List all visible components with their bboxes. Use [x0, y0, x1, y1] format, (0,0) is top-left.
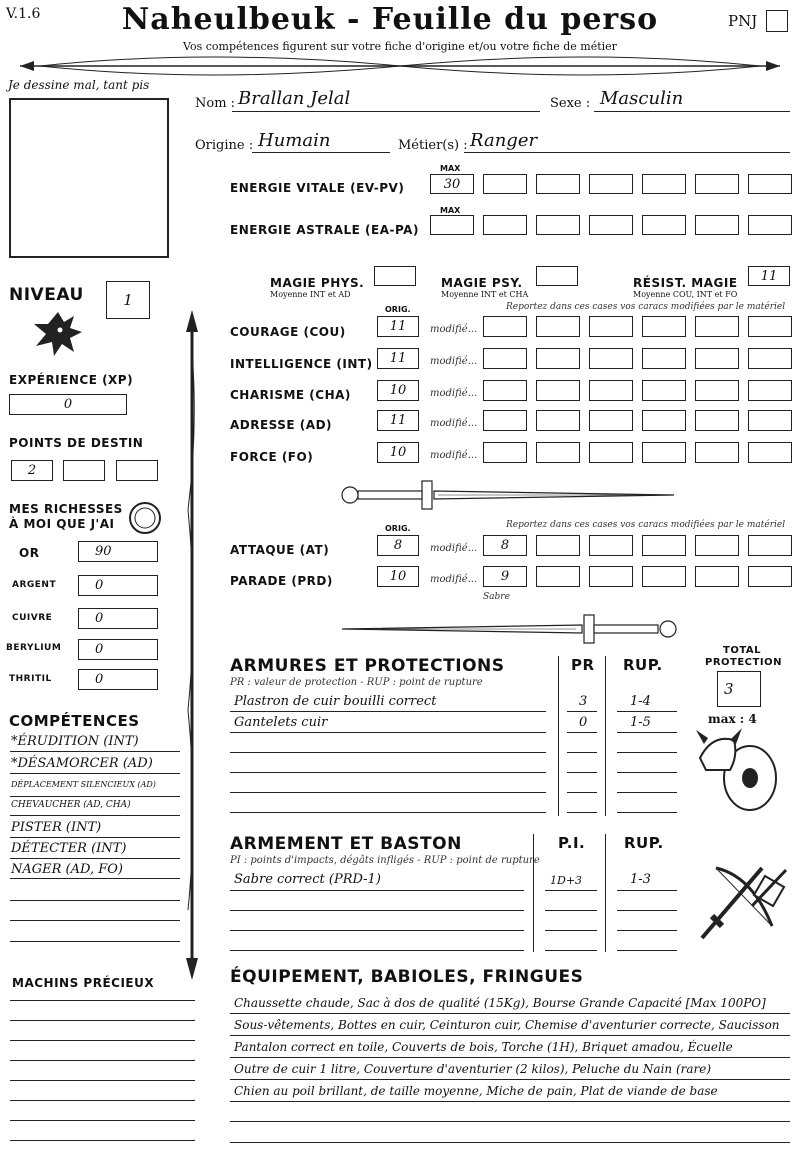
skills-title: COMPÉTENCES [9, 712, 140, 730]
resist-magie-note: Moyenne COU, INT et FO [633, 290, 738, 299]
portrait-caption: Je dessine mal, tant pis [8, 78, 150, 92]
xp-box[interactable] [9, 394, 127, 415]
ea-max-label: MAX [440, 206, 461, 215]
combat-modified-box[interactable] [642, 535, 686, 556]
armor-line [617, 812, 677, 813]
armor-line [617, 732, 677, 733]
weapons-note: PI : points d'impacts, dégâts infligés - RUP : point de rupture [230, 855, 540, 866]
combat-modified-box[interactable] [695, 535, 739, 556]
combat-modified-box[interactable] [642, 566, 686, 587]
attaque-modif-label: modifié... [430, 543, 478, 554]
cuivre-value: 0 [95, 611, 104, 626]
ev-box[interactable] [642, 174, 686, 194]
destin-value [117, 461, 157, 480]
stat-modified-box[interactable] [536, 380, 580, 401]
sexe-label: Sexe : [550, 96, 591, 111]
armor-line [230, 792, 546, 793]
crossed-weapons-icon [692, 856, 792, 946]
treasure-line [10, 1140, 195, 1141]
cuivre-label: CUIVRE [12, 613, 53, 623]
combat-modified-box[interactable] [536, 535, 580, 556]
skill-line [10, 773, 180, 774]
treasure-line [10, 1000, 195, 1001]
weapons-col-pi: P.I. [558, 834, 586, 852]
stat-modified-box[interactable] [589, 348, 633, 369]
force-orig-value: 10 [389, 445, 407, 460]
magie-phys-box[interactable] [374, 266, 416, 286]
weapon-line [230, 950, 524, 951]
ev-label: ENERGIE VITALE (EV-PV) [230, 181, 405, 195]
attaque-orig-box[interactable] [377, 535, 419, 556]
helmet-shield-icon [692, 726, 782, 816]
skill-line [10, 837, 180, 838]
charisme-modif-label: modifié... [430, 388, 478, 399]
weapon-row-rup[interactable]: 1-3 [630, 872, 651, 887]
armor-title: ARMURES ET PROTECTIONS [230, 656, 505, 676]
thritil-value: 0 [95, 672, 104, 687]
armor-line [567, 732, 597, 733]
ea-label: ENERGIE ASTRALE (EA-PA) [230, 223, 419, 237]
combat-orig-label: ORIG. [385, 524, 411, 533]
charisme-label: CHARISME (CHA) [230, 388, 351, 402]
metier-label: Métier(s) : [398, 138, 468, 153]
ea-box[interactable] [695, 215, 739, 235]
treasure-line [10, 1100, 195, 1101]
force-modif-label: modifié... [430, 450, 478, 461]
equipment-item[interactable]: Outre de cuir 1 litre, Couverture d'aventurier (2 kilos), Peluche du Nain (rare) [234, 1062, 712, 1076]
stat-modified-box[interactable] [536, 410, 580, 431]
or-box[interactable] [78, 541, 158, 562]
skill-item[interactable]: CHEVAUCHER (AD, CHA) [11, 800, 131, 810]
xp-value: 0 [63, 397, 73, 412]
weapon-row-pi[interactable]: 1D+3 [550, 874, 583, 887]
weapons-col-divider [533, 834, 534, 952]
weapon-line [545, 950, 597, 951]
resist-magie-box[interactable] [748, 266, 790, 286]
armor-line [230, 711, 546, 712]
stat-modified-box[interactable] [695, 316, 739, 337]
stat-modified-box[interactable] [536, 348, 580, 369]
equipment-title: ÉQUIPEMENT, BABIOLES, FRINGUES [230, 967, 584, 987]
armor-col-rup: RUP. [623, 656, 663, 674]
parade-orig-box[interactable] [377, 566, 419, 587]
pnj-label: PNJ [728, 12, 758, 30]
weapon-line [545, 910, 597, 911]
weapon-line [230, 930, 524, 931]
thritil-box[interactable] [78, 669, 158, 690]
stat-modified-box[interactable] [589, 442, 633, 463]
stats-note: Reportez dans ces cases vos caracs modifiées par le matériel [506, 302, 786, 312]
adresse-orig-value: 11 [389, 413, 407, 428]
charisme-orig-value: 10 [389, 383, 407, 398]
equipment-line [230, 1101, 790, 1102]
courage-orig-value: 11 [389, 319, 407, 334]
weapon-line [617, 930, 677, 931]
stat-modified-box[interactable] [483, 410, 527, 431]
ea-box[interactable] [483, 215, 527, 235]
combat-modified-box[interactable] [748, 566, 792, 587]
version-label: V.1.6 [6, 6, 41, 22]
weapon-line [617, 950, 677, 951]
stat-modified-box[interactable] [589, 380, 633, 401]
armor-line [230, 772, 546, 773]
pnj-checkbox[interactable] [766, 10, 788, 32]
combat-modified-box[interactable] [748, 535, 792, 556]
armor-line [567, 711, 597, 712]
stat-modified-box[interactable] [695, 410, 739, 431]
total-protection-value: 3 [724, 680, 734, 698]
sword-icon [336, 612, 681, 646]
ea-box[interactable] [589, 215, 633, 235]
parade-mod-value: 9 [500, 569, 510, 584]
armor-line [567, 752, 597, 753]
skill-item[interactable]: DÉPLACEMENT SILENCIEUX (AD) [11, 780, 156, 789]
armor-col-divider [605, 656, 606, 816]
treasure-line [10, 1040, 195, 1041]
courage-modif-label: modifié... [430, 324, 478, 335]
berylium-box[interactable] [78, 639, 158, 660]
armor-line [567, 772, 597, 773]
destin-box[interactable] [63, 460, 105, 481]
ea-box[interactable] [536, 215, 580, 235]
skill-item[interactable]: NAGER (AD, FO) [11, 862, 123, 877]
equipment-item[interactable]: Chien au poil brillant, de taille moyenne, Miche de pain, Plat de viande de base [234, 1084, 718, 1098]
equipment-line [230, 1121, 790, 1122]
resist-magie-value: 11 [760, 268, 778, 284]
ea-box[interactable] [642, 215, 686, 235]
stat-modified-box[interactable] [642, 442, 686, 463]
stat-modified-box[interactable] [536, 316, 580, 337]
origine-underline [252, 152, 390, 153]
skill-item[interactable]: *ÉRUDITION (INT) [11, 734, 139, 749]
nom-value[interactable]: Brallan Jelal [238, 88, 351, 109]
combat-modified-box[interactable] [695, 566, 739, 587]
armor-line [230, 812, 546, 813]
destin-box[interactable] [11, 460, 53, 481]
weapons-col-divider [605, 834, 606, 952]
skill-line [10, 920, 180, 921]
intelligence-label: INTELLIGENCE (INT) [230, 357, 373, 371]
magie-psy-value [537, 267, 577, 285]
stat-modified-box[interactable] [695, 380, 739, 401]
metier-underline [464, 152, 790, 153]
berylium-value: 0 [95, 642, 104, 657]
equipment-line [230, 1035, 790, 1036]
equipment-line [230, 1057, 790, 1058]
stat-modified-box[interactable] [748, 380, 792, 401]
stats-orig-label: ORIG. [385, 305, 411, 314]
total-protection-label: PROTECTION [705, 657, 782, 668]
ev-box[interactable] [536, 174, 580, 194]
equipment-item[interactable]: Pantalon correct en toile, Couverts de bois, Torche (1H), Briquet amadou, Écuelle [234, 1040, 733, 1054]
niveau-label: NIVEAU [9, 285, 84, 305]
stat-modified-box[interactable] [483, 348, 527, 369]
armor-line [617, 772, 677, 773]
destin-box[interactable] [116, 460, 158, 481]
stat-modified-box[interactable] [748, 410, 792, 431]
attaque-mod-box[interactable] [483, 535, 527, 556]
armor-row-rup[interactable]: 1-4 [630, 694, 651, 709]
parade-mod-note: Sabre [483, 592, 510, 602]
xp-label: EXPÉRIENCE (XP) [9, 373, 134, 387]
armor-col-divider [558, 656, 559, 816]
armor-line [617, 711, 677, 712]
equipment-item[interactable]: Chaussette chaude, Sac à dos de qualité (15Kg), Bourse Grande Capacité [Max 100PO] [234, 996, 766, 1010]
equipment-line [230, 1079, 790, 1080]
ev-max-value: 30 [443, 176, 461, 192]
destin-value [64, 461, 104, 480]
armor-row-pr[interactable]: 0 [579, 715, 588, 730]
max-protection: max : 4 [708, 712, 757, 726]
skill-line [10, 796, 180, 797]
ea-max-value [431, 216, 473, 234]
stat-modified-box[interactable] [536, 442, 580, 463]
adresse-modif-label: modifié... [430, 418, 478, 429]
stat-modified-box[interactable] [695, 348, 739, 369]
attaque-label: ATTAQUE (AT) [230, 543, 330, 557]
parade-label: PARADE (PRD) [230, 574, 333, 588]
courage-orig-box[interactable] [377, 316, 419, 337]
richesses-label: À MOI QUE J'AI [9, 517, 115, 531]
dragon-icon [30, 306, 86, 360]
sexe-value[interactable]: Masculin [600, 88, 684, 109]
stat-modified-box[interactable] [642, 410, 686, 431]
weapon-line [545, 890, 597, 891]
niveau-value: 1 [123, 291, 133, 309]
stat-modified-box[interactable] [695, 442, 739, 463]
thritil-label: THRITIL [9, 674, 52, 684]
or-label: OR [19, 546, 40, 560]
magie-psy-box[interactable] [536, 266, 578, 286]
armor-row-name[interactable]: Plastron de cuir bouilli correct [234, 694, 437, 709]
stat-modified-box[interactable] [748, 442, 792, 463]
armor-line [617, 792, 677, 793]
ev-max-box[interactable] [430, 174, 474, 194]
combat-modified-box[interactable] [589, 535, 633, 556]
adresse-orig-box[interactable] [377, 410, 419, 431]
skill-line [10, 815, 180, 816]
charisme-orig-box[interactable] [377, 380, 419, 401]
magie-psy-label: MAGIE PSY. [441, 276, 523, 290]
armor-line [230, 732, 546, 733]
ev-box[interactable] [589, 174, 633, 194]
magie-psy-note: Moyenne INT et CHA [441, 290, 529, 299]
destin-value: 2 [27, 463, 37, 478]
parade-mod-box[interactable] [483, 566, 527, 587]
treasure-line [10, 1120, 195, 1121]
resist-magie-label: RÉSIST. MAGIE [633, 276, 738, 290]
sheet-subtitle: Vos compétences figurent sur votre fiche d'origine et/ou votre fiche de métier [183, 40, 617, 53]
coin-icon [127, 500, 163, 536]
armor-note: PR : valeur de protection - RUP : point de rupture [230, 677, 483, 688]
weapon-line [617, 890, 677, 891]
nom-label: Nom : [195, 96, 236, 111]
origine-label: Origine : [195, 138, 254, 153]
nom-underline [232, 111, 540, 112]
treasure-line [10, 1020, 195, 1021]
niveau-box[interactable] [106, 281, 150, 319]
or-value: 90 [95, 544, 112, 559]
force-orig-box[interactable] [377, 442, 419, 463]
intelligence-orig-value: 11 [389, 351, 407, 366]
stat-modified-box[interactable] [642, 380, 686, 401]
richesses-label: MES RICHESSES [9, 502, 123, 516]
armor-col-pr: PR [571, 656, 595, 674]
origine-value[interactable]: Humain [258, 130, 331, 151]
force-label: FORCE (FO) [230, 450, 314, 464]
armor-row-pr[interactable]: 3 [579, 694, 588, 709]
intelligence-modif-label: modifié... [430, 356, 478, 367]
stat-modified-box[interactable] [642, 348, 686, 369]
courage-label: COURAGE (COU) [230, 325, 346, 339]
skill-item[interactable]: DÉTECTER (INT) [11, 841, 127, 856]
armor-row-rup[interactable]: 1-5 [630, 715, 651, 730]
equipment-line [230, 1013, 790, 1014]
weapon-line [230, 910, 524, 911]
parade-modif-label: modifié... [430, 574, 478, 585]
skill-line [10, 858, 180, 859]
metier-value[interactable]: Ranger [470, 130, 538, 151]
armor-line [617, 752, 677, 753]
equipment-line [230, 1142, 790, 1143]
skill-line [10, 878, 180, 879]
destin-label: POINTS DE DESTIN [9, 436, 144, 450]
decorative-spear-divider [0, 54, 800, 78]
total-protection-label: TOTAL [723, 645, 761, 656]
armor-row-name[interactable]: Gantelets cuir [234, 715, 328, 730]
argent-box[interactable] [78, 575, 158, 596]
combat-modified-box[interactable] [589, 566, 633, 587]
decorative-spear-vertical [184, 310, 200, 980]
equipment-item[interactable]: Sous-vêtements, Bottes en cuir, Ceinturon cuir, Chemise d'aventurier correcte, Saucisson [234, 1018, 780, 1032]
ev-box[interactable] [483, 174, 527, 194]
skill-line [10, 941, 180, 942]
ea-box[interactable] [748, 215, 792, 235]
sexe-underline [594, 111, 790, 112]
ea-max-box[interactable] [430, 215, 474, 235]
magie-phys-value [375, 267, 415, 285]
sword-icon [338, 478, 683, 512]
stat-modified-box[interactable] [589, 316, 633, 337]
weapons-col-rup: RUP. [624, 834, 664, 852]
stat-modified-box[interactable] [748, 348, 792, 369]
ev-max-label: MAX [440, 164, 461, 173]
treasure-line [10, 1080, 195, 1081]
sheet-title: Naheulbeuk - Feuille du perso [121, 2, 659, 37]
treasure-line [10, 1060, 195, 1061]
ev-box[interactable] [748, 174, 792, 194]
armor-line [567, 792, 597, 793]
argent-label: ARGENT [12, 580, 57, 590]
combat-note: Reportez dans ces cases vos caracs modifiées par le matériel [506, 520, 786, 530]
stat-modified-box[interactable] [589, 410, 633, 431]
cuivre-box[interactable] [78, 608, 158, 629]
stat-modified-box[interactable] [483, 316, 527, 337]
skill-item[interactable]: *DÉSAMORCER (AD) [11, 756, 153, 771]
stat-modified-box[interactable] [483, 380, 527, 401]
adresse-label: ADRESSE (AD) [230, 418, 333, 432]
parade-orig-value: 10 [389, 569, 407, 584]
portrait-box[interactable] [9, 98, 169, 258]
skill-item[interactable]: PISTER (INT) [11, 820, 102, 835]
combat-modified-box[interactable] [536, 566, 580, 587]
stat-modified-box[interactable] [483, 442, 527, 463]
stat-modified-box[interactable] [748, 316, 792, 337]
armor-line [567, 812, 597, 813]
attaque-mod-value: 8 [500, 538, 510, 553]
attaque-orig-value: 8 [393, 538, 403, 553]
weapon-line [545, 930, 597, 931]
weapon-line [230, 890, 524, 891]
weapon-line [617, 910, 677, 911]
total-protection-box[interactable] [717, 671, 761, 707]
argent-value: 0 [95, 578, 104, 593]
ev-box[interactable] [695, 174, 739, 194]
weapons-title: ARMEMENT ET BASTON [230, 834, 462, 854]
magie-phys-label: MAGIE PHYS. [270, 276, 365, 290]
berylium-label: BERYLIUM [6, 643, 62, 653]
armor-line [230, 752, 546, 753]
magie-phys-note: Moyenne INT et AD [270, 290, 351, 299]
intelligence-orig-box[interactable] [377, 348, 419, 369]
skill-line [10, 900, 180, 901]
skill-line [10, 751, 180, 752]
weapon-row-name[interactable]: Sabre correct (PRD-1) [234, 872, 381, 887]
treasures-title: MACHINS PRÉCIEUX [12, 976, 155, 990]
stat-modified-box[interactable] [642, 316, 686, 337]
